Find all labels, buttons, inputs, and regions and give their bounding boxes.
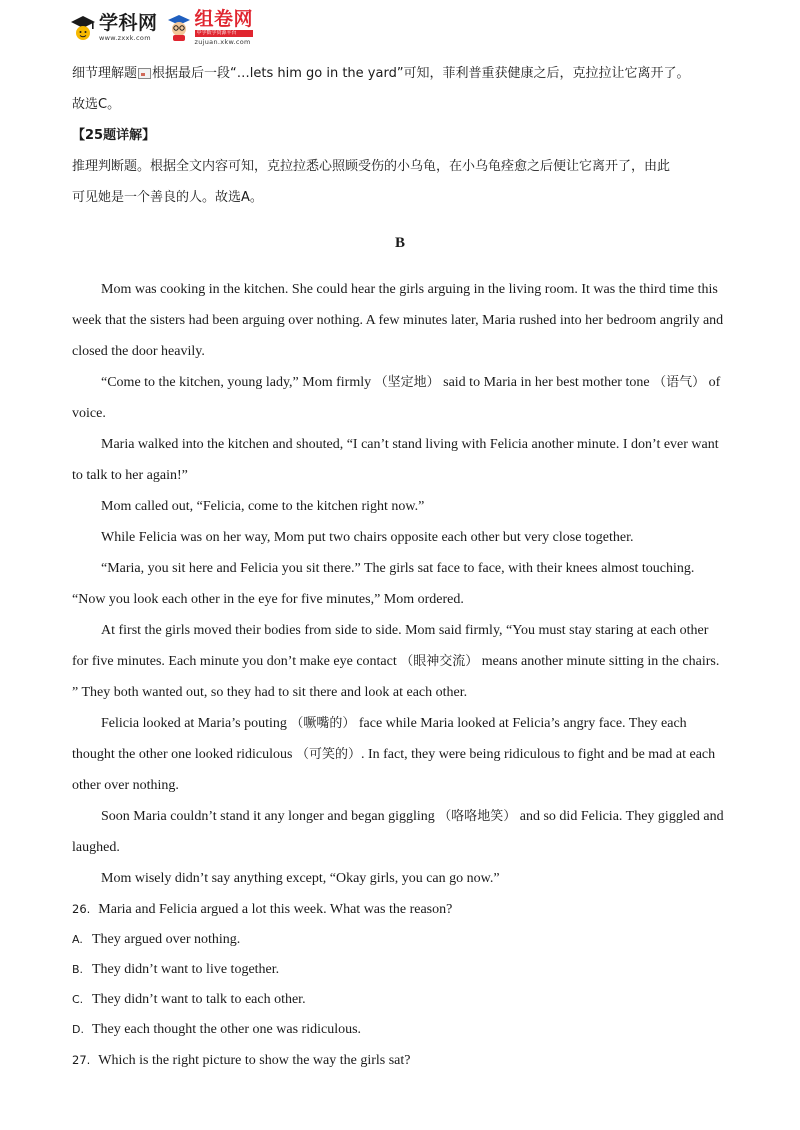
option-b[interactable] — [72, 955, 728, 985]
q24-type: 细节理解题 — [72, 66, 138, 81]
question-text: Which is the right picture to show the way the girls sat? — [98, 1053, 411, 1068]
zujuan-logo-url: zujuan.xkw.com — [194, 38, 251, 47]
gloss-giggling: （咯咯地笑） — [438, 809, 517, 824]
q24-answer-line — [72, 58, 728, 89]
option-text: They didn’t want to live together. — [92, 962, 280, 977]
option-text: They argued over nothing. — [92, 932, 241, 947]
question-26 — [72, 894, 728, 925]
passage-text: said to Maria in her best mother tone — [439, 375, 654, 390]
passage-paragraph: Mom was cooking in the kitchen. She could hear the girls arguing in the living room. It was the third time this week that the sisters had been arguing over nothing. A few minutes later, Maria rushed into her bedroom angrily and closed the door heavily. — [72, 282, 724, 359]
graduate-cap-icon — [70, 14, 96, 42]
zxxk-logo-url: www.zxxk.com — [99, 34, 151, 43]
passage-paragraph — [72, 367, 728, 429]
header-logos — [70, 8, 253, 48]
option-letter: C. — [72, 993, 84, 1006]
student-mascot-icon — [166, 14, 192, 42]
passage-text: of voice. — [72, 375, 721, 421]
option-text: They didn’t want to talk to each other. — [92, 992, 306, 1007]
zujuan-logo-name: 组卷网 — [194, 8, 254, 31]
passage-text: and so did Felicia. They giggled and laughed. — [72, 809, 724, 855]
document-body — [72, 58, 728, 1076]
zujuan-logo-tag: 中学数学资源平台 — [195, 30, 254, 37]
passage-paragraph: Mom called out, “Felicia, come to the kitchen right now.” — [101, 499, 425, 514]
option-d[interactable] — [72, 1015, 728, 1045]
passage-text: face while Maria looked at Felicia’s angry face. They each thought the other one looked ridiculous — [72, 716, 687, 762]
passage-paragraph: Mom wisely didn’t say anything except, “Okay girls, you can go now.” — [101, 871, 500, 886]
passage-paragraph — [72, 801, 728, 863]
passage-paragraph: “Now you look each other in the eye for five minutes,” Mom ordered. — [72, 592, 464, 607]
gloss-tone: （语气） — [653, 375, 706, 390]
option-letter: B. — [72, 963, 84, 976]
passage-paragraph: Maria walked into the kitchen and shouted, “I can’t stand living with Felicia another minute. I don’t ever want to talk to her again!” — [72, 437, 719, 483]
option-c[interactable] — [72, 985, 728, 1015]
option-letter: D. — [72, 1023, 84, 1036]
question-number: 27. — [72, 1053, 91, 1067]
question-number: 26. — [72, 902, 91, 916]
section-title: B — [394, 235, 405, 251]
passage-text: At first the girls moved their bodies from side to side. Mom said firmly, “You must stay staring at each other for five minutes. Each minute you don’t make eye contact — [72, 623, 709, 669]
option-a[interactable] — [72, 925, 728, 955]
question-27 — [72, 1045, 728, 1076]
passage-text: Soon Maria couldn’t stand it any longer and began giggling — [101, 809, 439, 824]
question-text: Maria and Felicia argued a lot this week. What was the reason? — [98, 902, 453, 917]
q25-explanation-line2: 可见她是一个善良的人。故选A。 — [72, 190, 263, 205]
q25-explanation-line1: 推理判断题。根据全文内容可知，克拉拉悉心照顾受伤的小乌龟，在小乌龟痊愈之后便让它离开了，由此 — [72, 159, 671, 174]
gloss-firmly: （坚定地） — [374, 375, 440, 390]
q25-title: 【25题详解】 — [72, 128, 156, 143]
zxxk-logo — [70, 14, 158, 42]
passage-paragraph — [72, 615, 728, 708]
gloss-ridiculous: （可笑的） — [295, 747, 361, 762]
passage-paragraph: While Felicia was on her way, Mom put two chairs opposite each other but very close together. — [101, 530, 634, 545]
broken-image-icon — [138, 68, 151, 79]
gloss-eye-contact: （眼神交流） — [400, 654, 479, 669]
zujuan-logo — [166, 10, 254, 46]
passage-text: “Come to the kitchen, young lady,” Mom firmly — [101, 375, 375, 390]
passage-text: Felicia looked at Maria’s pouting — [101, 716, 291, 731]
passage-paragraph — [72, 708, 728, 801]
passage-text: . In fact, they were being ridiculous to fight and be mad at each other over nothing. — [72, 747, 716, 793]
passage-paragraph: “Maria, you sit here and Felicia you sit there.” The girls sat face to face, with their knees almost touching. — [101, 561, 695, 576]
option-letter: A. — [72, 933, 83, 946]
option-text: They each thought the other one was ridiculous. — [92, 1022, 362, 1037]
q24-explanation: 根据最后一段“…lets him go in the yard”可知，菲利普重获健康之后，克拉拉让它离开了。 — [152, 66, 690, 81]
gloss-pouting: （噘嘴的） — [290, 716, 356, 731]
q24-answer-choice: 故选C。 — [72, 97, 121, 112]
zxxk-logo-name: 学科网 — [99, 12, 158, 35]
passage-text: means another minute sitting in the chairs. ” They both wanted out, so they had to sit there and look at each other. — [72, 654, 720, 700]
